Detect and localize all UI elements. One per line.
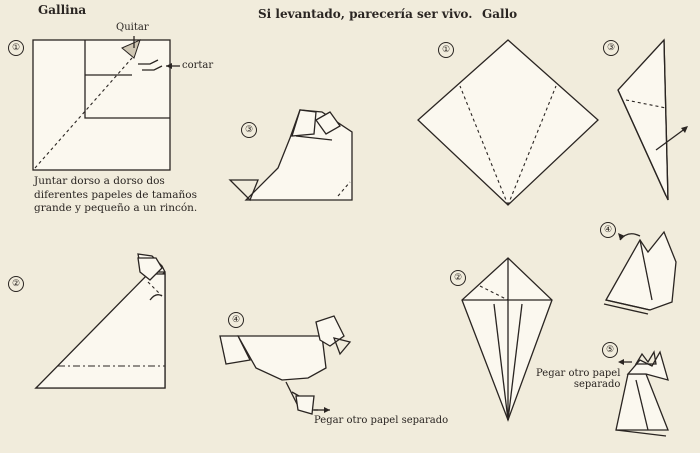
gallo-heading: Gallo	[482, 7, 518, 21]
gallina-step-1-number: ①	[8, 40, 24, 56]
note-line-1: Juntar dorso a dorso dos	[34, 175, 165, 187]
gallo-step-5-diagram	[616, 352, 668, 436]
center-heading: Si levantado, parecería ser vivo.	[258, 7, 473, 21]
gallina-heading: Gallina	[38, 3, 87, 17]
gallo-step-3-diagram	[618, 40, 688, 200]
gallina-step-2-diagram	[36, 254, 165, 388]
gallo-step-5-number: ⑤	[602, 342, 618, 358]
gallo-step-1-number: ①	[438, 42, 454, 58]
gallina-step-3-diagram	[230, 110, 352, 200]
gallo-step-4-diagram	[604, 232, 676, 314]
gallo-step-2-number: ②	[450, 270, 466, 286]
gallo-label-line-1: Pegar otro papel	[536, 368, 621, 379]
gallo-step-2-diagram	[462, 258, 552, 420]
note-line-2: diferentes papeles de tamaños	[34, 188, 197, 201]
gallina-step-2-number: ②	[8, 276, 24, 292]
gallina-step-4-number: ④	[228, 312, 244, 328]
quitar-label: Quitar	[116, 22, 149, 33]
note-line-3: grande y pequeño a un rincón.	[34, 202, 198, 214]
cortar-label: cortar	[182, 60, 214, 71]
gallo-step-4-number: ④	[600, 222, 616, 238]
gallo-step-1-diagram	[418, 40, 598, 205]
gallina-step-1-diagram	[33, 36, 180, 170]
gallo-step-3-number: ③	[603, 40, 619, 56]
gallo-label-line-2: separado	[573, 379, 621, 390]
gallina-step-4-label: Pegar otro papel separado	[314, 415, 449, 426]
gallina-step-3-number: ③	[241, 122, 257, 138]
gallina-step-4-diagram	[220, 316, 350, 414]
